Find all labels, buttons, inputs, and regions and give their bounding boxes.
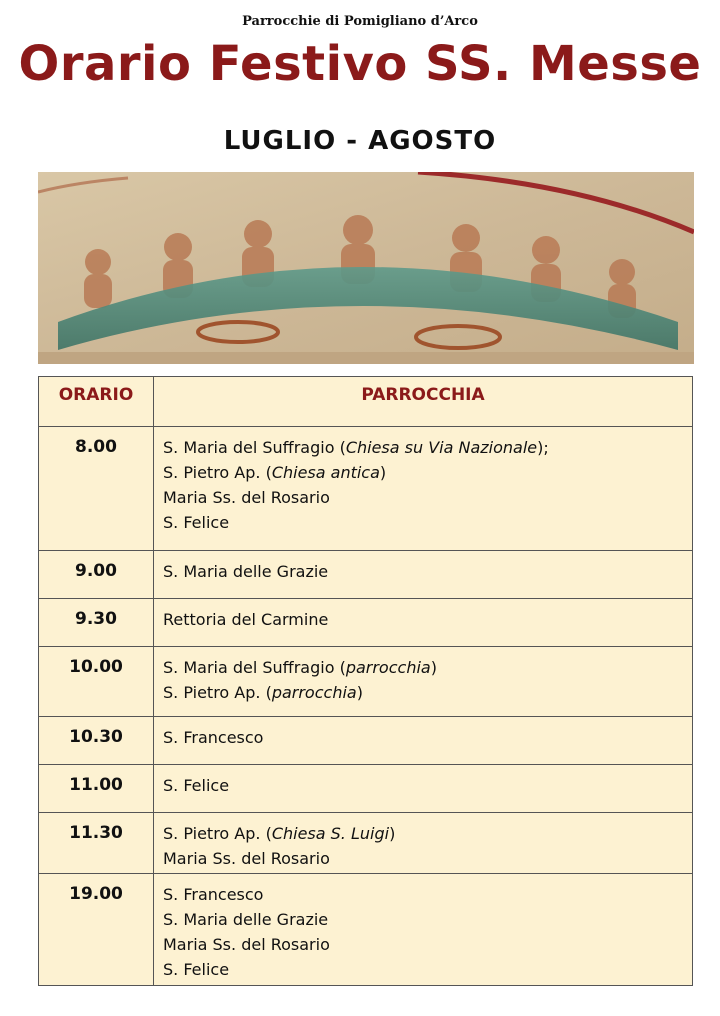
parish-list [154,717,692,764]
table-row [39,599,692,647]
church-note: parrocchia [345,658,431,677]
parish-list [154,765,692,812]
parish-name [163,821,692,846]
parish-name [163,907,692,932]
parish-text: S. Francesco [163,728,264,747]
table-row [39,427,692,551]
parish-text-tail: ) [379,463,387,482]
parish-text: S. Pietro Ap. ( [163,463,272,482]
mass-time: 11.30 [39,813,154,873]
parish-name [163,607,692,632]
table-header-row [39,377,692,427]
parish-text-tail: ); [537,438,549,457]
parish-text: S. Maria del Suffragio ( [163,438,346,457]
parish-name [163,725,692,750]
mass-time: 11.00 [39,765,154,812]
org-line: Parrocchie di Pomigliano d’Arco [242,14,478,29]
church-note: Chiesa S. Luigi [271,824,390,843]
parish-name [163,485,692,510]
parish-list [154,427,692,550]
parish-name [163,460,692,485]
mass-time: 8.00 [39,427,154,550]
parish-list [154,813,692,873]
column-header-time: ORARIO [39,377,154,426]
table-row [39,647,692,717]
parish-text: S. Francesco [163,885,264,904]
parish-list [154,874,692,985]
parish-name [163,680,692,705]
parish-text: S. Pietro Ap. ( [163,683,272,702]
parish-text: Maria Ss. del Rosario [163,849,330,868]
mass-time: 9.00 [39,551,154,598]
parish-text-tail: ) [430,658,437,677]
period-heading: LUGLIO - AGOSTO [223,126,497,156]
column-header-parish: PARROCCHIA [361,385,485,405]
parish-text: Maria Ss. del Rosario [163,488,330,507]
parish-list [154,647,692,716]
parish-text: S. Felice [163,513,230,532]
parish-name [163,882,692,907]
fresco-image [38,172,694,364]
table-row [39,874,692,985]
parish-text: S. Felice [163,776,230,795]
parish-name [163,510,692,535]
page-title: Orario Festivo SS. Messe [18,36,702,92]
table-row [39,551,692,599]
parish-text: Rettoria del Carmine [163,610,329,629]
parish-text: S. Maria delle Grazie [163,562,329,581]
parish-text: Maria Ss. del Rosario [163,935,330,954]
parish-name [163,559,692,584]
parish-name [163,435,692,460]
parish-name [163,773,692,798]
mass-time: 9.30 [39,599,154,646]
parish-text-tail: ) [389,824,396,843]
parish-text: S. Maria delle Grazie [163,910,329,929]
table-row [39,765,692,813]
mass-time: 10.30 [39,717,154,764]
church-note: parrocchia [271,683,357,702]
parish-text: S. Maria del Suffragio ( [163,658,346,677]
mass-time: 19.00 [39,874,154,985]
table-row [39,717,692,765]
parish-list [154,551,692,598]
mass-time: 10.00 [39,647,154,716]
parish-name [163,655,692,680]
church-note: Chiesa antica [271,463,380,482]
church-note: Chiesa su Via Nazionale [345,438,538,457]
mass-schedule-table [38,376,693,986]
parish-name [163,932,692,957]
parish-name [163,846,692,871]
parish-text: S. Felice [163,960,230,979]
parish-text-tail: ) [356,683,363,702]
parish-list [154,599,692,646]
parish-text: S. Pietro Ap. ( [163,824,272,843]
table-row [39,813,692,874]
parish-name [163,957,692,982]
